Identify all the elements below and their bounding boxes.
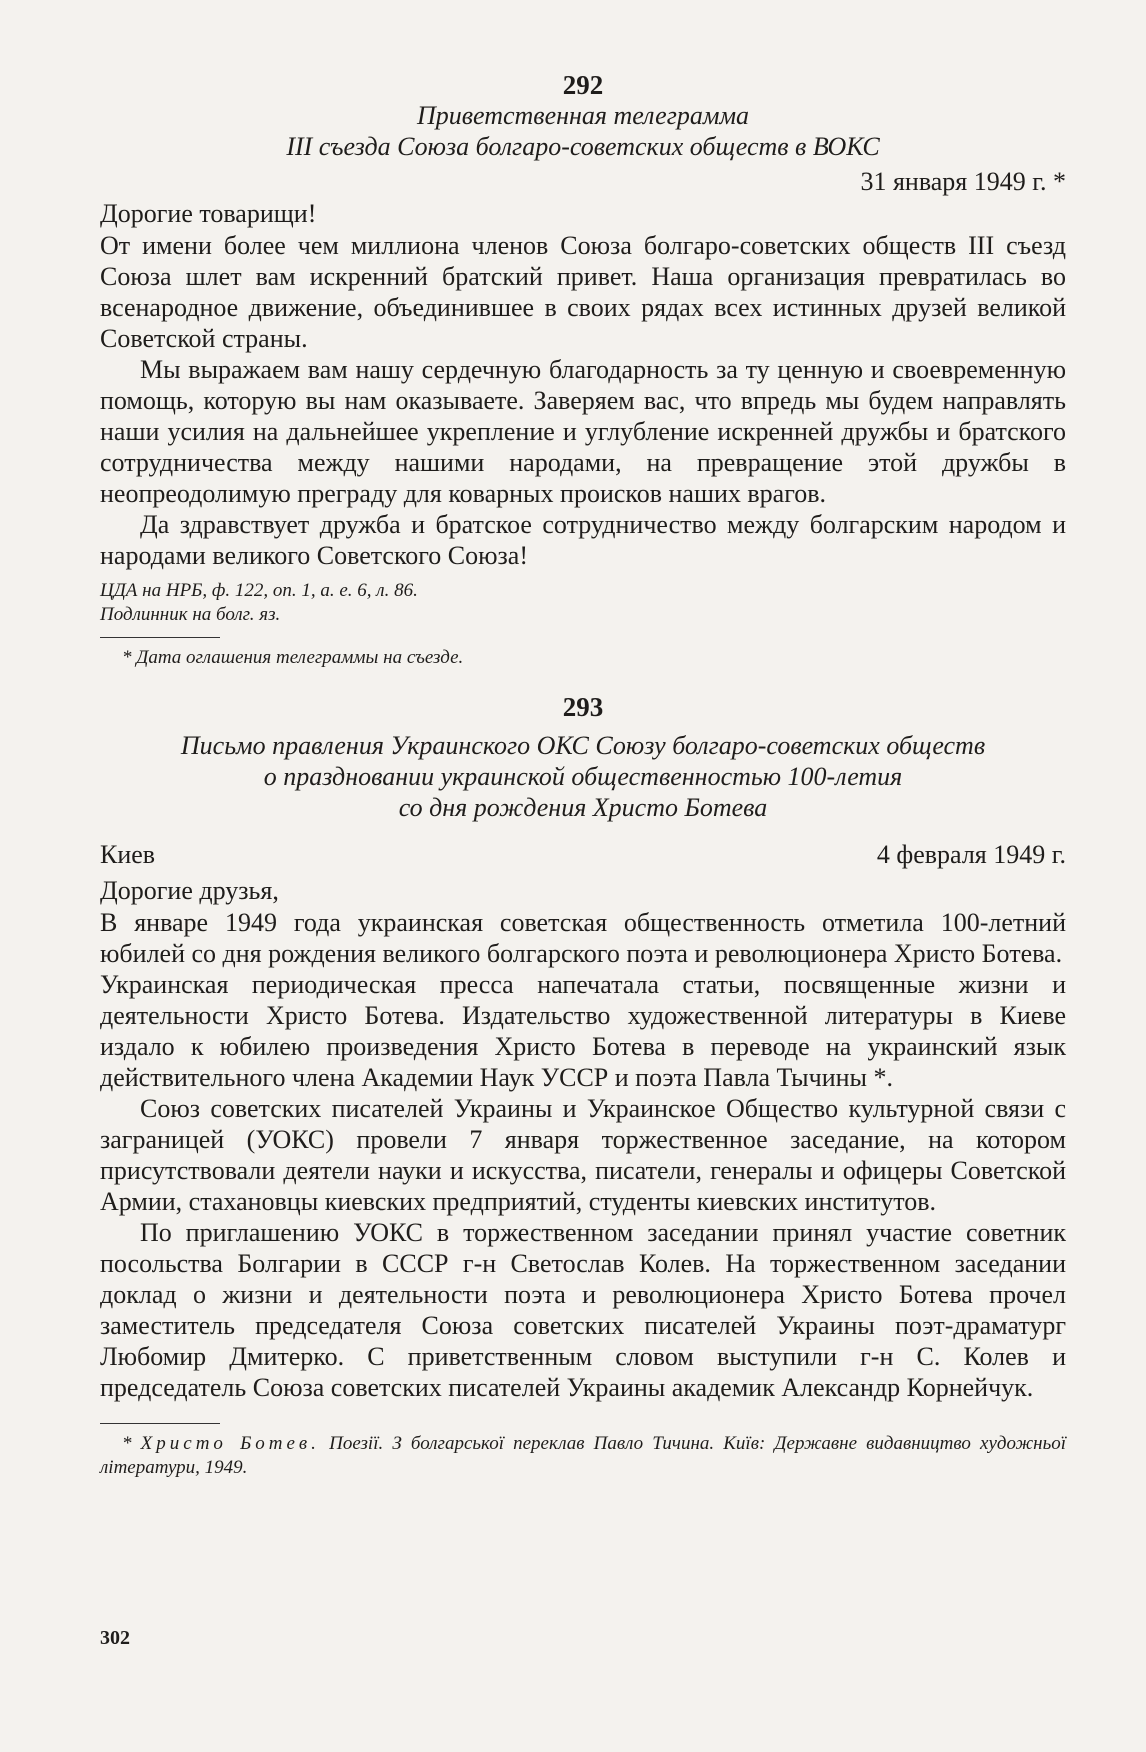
footnote-author: Христо Ботев. (140, 1433, 320, 1454)
footnote: * Дата оглашения телеграммы на съезде. (122, 647, 464, 668)
document-title-line-1: Письмо правления Украинского ОКС Союзу болгаро-советских обществ (180, 731, 986, 760)
salutation: Дорогие друзья, (100, 876, 279, 905)
footnote-divider (100, 637, 220, 638)
document-number: 292 (562, 70, 604, 100)
footnote (100, 1432, 1066, 1480)
footnote-text: Поезії. З болгарської переклав Павло Тичина. Київ: Державне видавництво художньої літератури, 1949. (100, 1433, 1067, 1478)
document-place: Киев (100, 840, 156, 869)
document-title-line-2: о праздновании украинской общественностью 100-летия (263, 762, 903, 791)
paragraph: В январе 1949 года украинская советская общественность отметила 100-летний юбилей со дня рождения великого болгарского поэта и революционера Христо Ботева. (100, 908, 1066, 968)
document-title-line-3: со дня рождения Христо Ботева (398, 793, 768, 822)
original-language-note: Подлинник на болг. яз. (100, 604, 281, 625)
document-title-line-1: Приветственная телеграмма (416, 101, 750, 130)
document-292 (100, 70, 1066, 670)
paragraph: Да здравствует дружба и братское сотрудничество между болгарским народом и народами великого Советского Союза! (100, 510, 1066, 570)
footnote-divider (100, 1423, 220, 1424)
document-number: 293 (562, 692, 604, 722)
paragraph: От имени более чем миллиона членов Союза болгаро-советских обществ III съезд Союза шлет вам искренний братский привет. Наша организация превратилась во всенародное движение, объединившее в своих рядах всех истинных друзей великой Советской страны. (100, 231, 1066, 353)
page-content (100, 70, 1066, 1480)
paragraph: Союз советских писателей Украины и Украинское Общество культурной связи с заграницей (УОКС) провели 7 января торжественное заседание, на котором присутствовали деятели науки и искусства, писатели, генералы и офицеры Советской Армии, стахановцы киевских предприятий, студенты киевских институтов. (100, 1094, 1066, 1216)
place-and-date (100, 839, 1066, 871)
salutation: Дорогие товарищи! (100, 199, 317, 228)
paragraph: По приглашению УОКС в торжественном заседании принял участие советник посольства Болгарии в СССР г-н Светослав Колев. На торжественном заседании доклад о жизни и деятельности поэта и революционера Христо Ботева прочел заместитель председателя Союза советских писателей Украины поэт-драматург Любомир Дмитерко. С приветственным словом выступили г-н С. Колев и председатель Союза советских писателей Украины академик Александр Корнейчук. (100, 1218, 1066, 1402)
paragraph: Мы выражаем вам нашу сердечную благодарность за ту ценную и своевременную помощь, которую вы нам оказываете. Заверяем вас, что впредь мы будем направлять наши усилия на дальнейшее укрепление и углубление искренней дружбы и братского сотрудничества между нашими народами, на превращение этой дружбы в неопреодолимую преграду для коварных происков наших врагов. (100, 355, 1066, 508)
page-number: 302 (100, 1627, 130, 1649)
archive-source: ЦДА на НРБ, ф. 122, оп. 1, а. е. 6, л. 86. (100, 580, 418, 601)
footnote-marker: * (122, 1433, 132, 1454)
document-293 (100, 692, 1066, 1480)
paragraph: Украинская периодическая пресса напечатала статьи, посвященные жизни и деятельности Христо Ботева. Издательство художественной литературы в Киеве издало к юбилею произведения Христо Ботева в переводе на украинский язык действительного члена Академии Наук УССР и поэта Павла Тычины *. (100, 970, 1066, 1092)
document-date: 4 февраля 1949 г. (876, 840, 1066, 869)
document-title-line-2: III съезда Союза болгаро-советских обществ в ВОКС (286, 132, 880, 161)
document-date: 31 января 1949 г. * (860, 167, 1066, 196)
